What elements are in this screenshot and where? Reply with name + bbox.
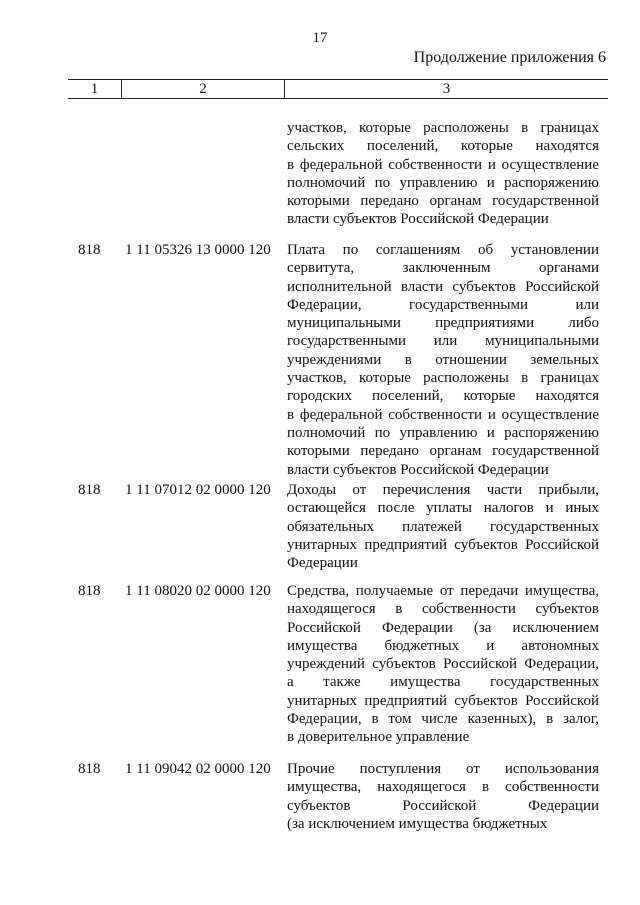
income-name-line: унитарных предприятий субъектов Российской — [287, 536, 599, 553]
header-col-2: 2 — [122, 80, 285, 98]
income-name-cell — [287, 760, 599, 833]
income-name-line: которыми передано органам государственной — [287, 193, 599, 210]
income-name-line: исполнительной власти субъектов Российской — [287, 278, 599, 295]
income-name-line: власти субъектов Российской Федерации — [287, 461, 549, 478]
income-name-cell — [287, 582, 599, 747]
income-name-line: муниципальными предприятиями либо — [287, 315, 599, 332]
income-name-line: остающейся после уплаты налогов и иных — [287, 500, 599, 517]
continuation-heading: Продолжение приложения 6 — [413, 49, 606, 66]
income-name-line: имущества, находящегося в собственности — [287, 779, 599, 796]
income-name-line: Федерации, государственными или — [287, 296, 599, 313]
income-name-line: находящегося в собственности субъектов — [287, 601, 599, 618]
income-name-line: участков, которые расположены в границах — [287, 370, 599, 387]
admin-code-cell: 818 — [78, 242, 101, 258]
income-name-line: городских поселений, которые находятся — [287, 388, 599, 405]
table-header-row — [68, 79, 608, 99]
income-name-line: в федеральной собственности и осуществление — [287, 406, 599, 423]
income-name-line: (за исключением имущества бюджетных — [287, 815, 548, 832]
page-number: 17 — [312, 30, 328, 46]
income-name-line: учреждениями в отношении земельных — [287, 351, 599, 368]
income-name-line: Федерации — [287, 555, 358, 572]
income-name-cell — [287, 119, 599, 229]
income-name-line: имущества бюджетных и автономных — [287, 637, 599, 654]
budget-code-cell: 1 11 08020 02 0000 120 — [125, 583, 271, 599]
income-name-line: полномочий по управлению и распоряжению — [287, 174, 599, 191]
income-name-cell — [287, 481, 599, 572]
budget-code-cell: 1 11 09042 02 0000 120 — [125, 761, 271, 777]
income-name-line: Средства, получаемые от передачи имущества, — [287, 583, 599, 599]
admin-code-cell: 818 — [78, 761, 101, 777]
admin-code-cell: 818 — [78, 583, 101, 599]
income-name-line: Доходы от перечисления части прибыли, — [287, 482, 599, 498]
admin-code-cell: 818 — [78, 482, 101, 498]
income-name-line: Прочие поступления от использования — [287, 761, 599, 777]
income-name-line: унитарных предприятий субъектов Российской — [287, 692, 599, 709]
income-name-line: Федерации, в том числе казенных), в залог, — [287, 711, 599, 728]
income-name-line: государственными или муниципальными — [287, 333, 599, 350]
budget-code-cell: 1 11 07012 02 0000 120 — [125, 482, 271, 498]
income-name-line: сельских поселений, которые находятся — [287, 138, 599, 155]
income-name-line: учреждений субъектов Российской Федерации, — [287, 656, 599, 673]
income-name-line: в доверительное управление — [287, 729, 470, 746]
income-name-line: участков, которые расположены в границах — [287, 120, 599, 136]
income-name-line: Плата по соглашениям об установлении — [287, 242, 599, 258]
income-name-line: а также имущества государственных — [287, 674, 599, 691]
income-name-line: субъектов Российской Федерации — [287, 797, 599, 814]
income-name-line: власти субъектов Российской Федерации — [287, 211, 549, 228]
income-name-line: сервитута, заключенным органами — [287, 260, 599, 277]
header-col-3: 3 — [442, 81, 451, 97]
income-name-line: полномочий по управлению и распоряжению — [287, 424, 599, 441]
income-name-line: Российской Федерации (за исключением — [287, 619, 599, 636]
income-name-line: обязательных платежей государственных — [287, 518, 599, 535]
income-name-line: которыми передано органам государственной — [287, 443, 599, 460]
income-name-cell — [287, 241, 599, 479]
header-col-1: 1 — [68, 80, 122, 98]
income-name-line: в федеральной собственности и осуществление — [287, 156, 599, 173]
budget-code-cell: 1 11 05326 13 0000 120 — [125, 242, 271, 258]
